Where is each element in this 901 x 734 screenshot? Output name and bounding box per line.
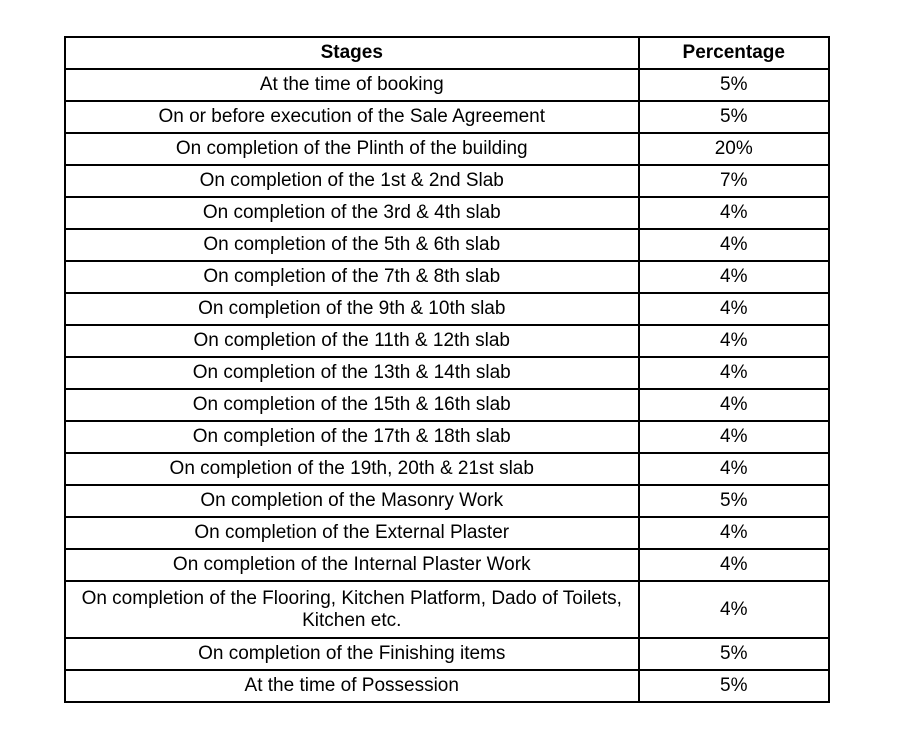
stage-cell: On completion of the 7th & 8th slab: [65, 261, 639, 293]
header-stages: Stages: [65, 37, 639, 69]
stage-cell: On or before execution of the Sale Agreement: [65, 101, 639, 133]
table-row: [65, 229, 829, 261]
percentage-cell: 5%: [639, 638, 830, 670]
percentage-cell: 4%: [639, 453, 830, 485]
table-row: [65, 638, 829, 670]
stage-cell: On completion of the Internal Plaster Work: [65, 549, 639, 581]
stage-cell: On completion of the 3rd & 4th slab: [65, 197, 639, 229]
stage-cell: At the time of Possession: [65, 670, 639, 702]
stage-cell: On completion of the External Plaster: [65, 517, 639, 549]
percentage-cell: 4%: [639, 389, 830, 421]
stage-cell: On completion of the 19th, 20th & 21st slab: [65, 453, 639, 485]
table-row: [65, 197, 829, 229]
percentage-cell: 4%: [639, 197, 830, 229]
percentage-cell: 4%: [639, 581, 830, 638]
stage-cell: On completion of the Masonry Work: [65, 485, 639, 517]
stage-cell: At the time of booking: [65, 69, 639, 101]
stage-cell: On completion of the 15th & 16th slab: [65, 389, 639, 421]
percentage-cell: 4%: [639, 421, 830, 453]
table-row: [65, 357, 829, 389]
table-row: [65, 517, 829, 549]
table-row: [65, 389, 829, 421]
percentage-cell: 5%: [639, 101, 830, 133]
table-row: [65, 325, 829, 357]
stage-cell: On completion of the Plinth of the building: [65, 133, 639, 165]
percentage-cell: 7%: [639, 165, 830, 197]
percentage-cell: 5%: [639, 69, 830, 101]
table-row: [65, 453, 829, 485]
percentage-cell: 4%: [639, 517, 830, 549]
percentage-cell: 4%: [639, 293, 830, 325]
stage-cell: On completion of the 1st & 2nd Slab: [65, 165, 639, 197]
table-row: [65, 549, 829, 581]
table-row: [65, 101, 829, 133]
percentage-cell: 4%: [639, 549, 830, 581]
table-row: [65, 165, 829, 197]
table-row: [65, 670, 829, 702]
percentage-cell: 4%: [639, 229, 830, 261]
table-row: [65, 133, 829, 165]
table-row: [65, 261, 829, 293]
stage-cell: On completion of the 13th & 14th slab: [65, 357, 639, 389]
stage-cell: On completion of the 11th & 12th slab: [65, 325, 639, 357]
stage-cell: On completion of the 17th & 18th slab: [65, 421, 639, 453]
percentage-cell: 4%: [639, 325, 830, 357]
table-header-row: [65, 37, 829, 69]
stage-cell: On completion of the Finishing items: [65, 638, 639, 670]
stage-cell: On completion of the 5th & 6th slab: [65, 229, 639, 261]
table-row: [65, 485, 829, 517]
table-row: [65, 581, 829, 638]
percentage-cell: 4%: [639, 261, 830, 293]
table-row: [65, 69, 829, 101]
stage-cell: On completion of the 9th & 10th slab: [65, 293, 639, 325]
header-percentage: Percentage: [639, 37, 830, 69]
table-row: [65, 293, 829, 325]
table-row: [65, 421, 829, 453]
payment-schedule-table: [64, 36, 830, 703]
percentage-cell: 5%: [639, 670, 830, 702]
stage-cell: On completion of the Flooring, Kitchen Platform, Dado of Toilets, Kitchen etc.: [65, 581, 639, 638]
percentage-cell: 5%: [639, 485, 830, 517]
percentage-cell: 4%: [639, 357, 830, 389]
percentage-cell: 20%: [639, 133, 830, 165]
